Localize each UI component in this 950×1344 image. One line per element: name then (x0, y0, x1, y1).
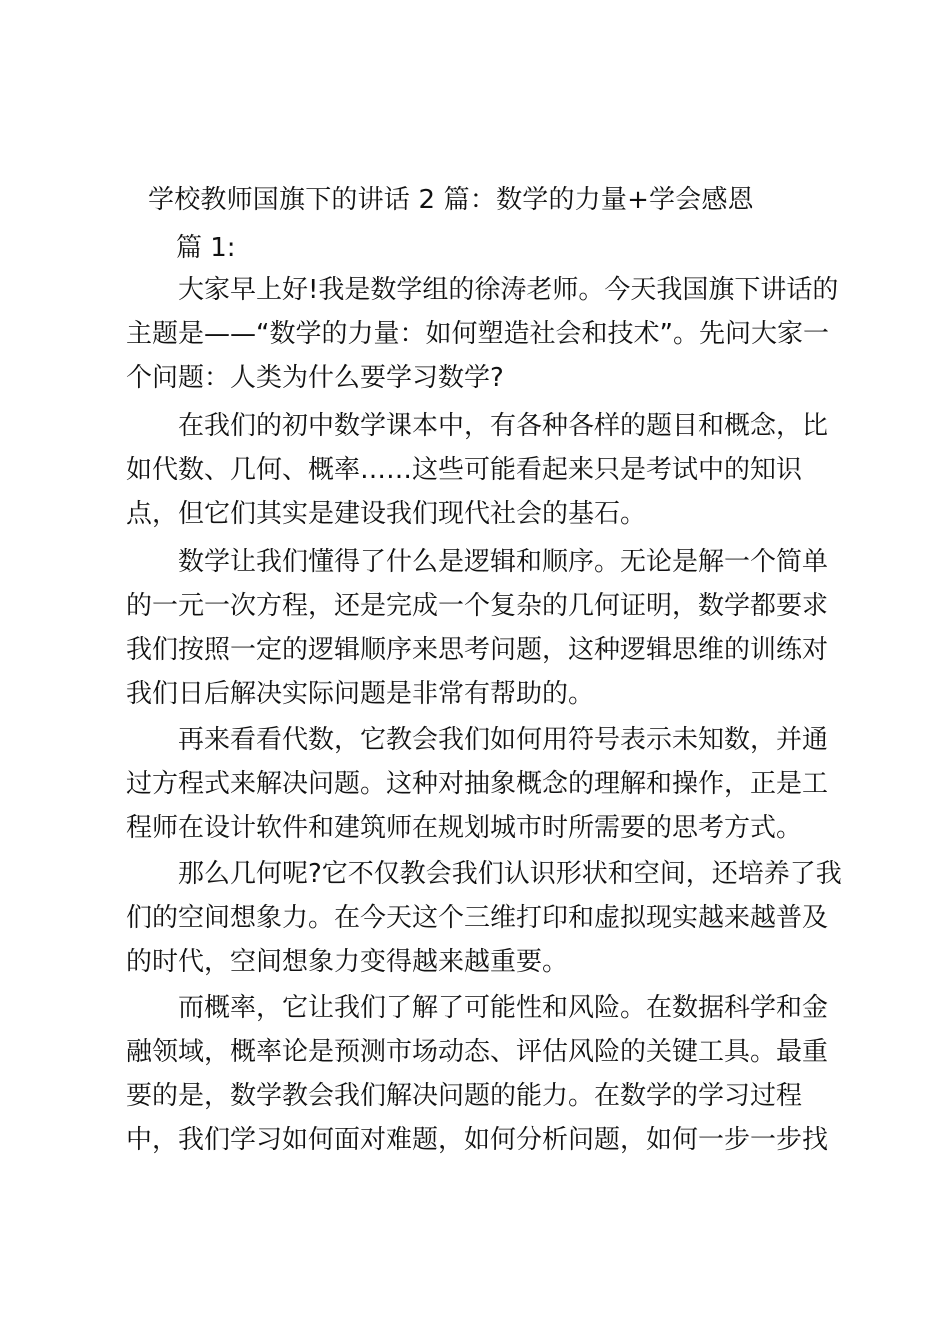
paragraph-line: 程师在设计软件和建筑师在规划城市时所需要的思考方式。 (126, 813, 803, 843)
section-label: 篇 1: (176, 233, 236, 263)
paragraph-line: 在我们的初中数学课本中，有各种各样的题目和概念，比 (178, 411, 829, 441)
paragraph-line: 融领域，概率论是预测市场动态、评估风险的关键工具。最重 (126, 1037, 829, 1067)
paragraph-line: 的一元一次方程，还是完成一个复杂的几何证明，数学都要求 (126, 591, 829, 621)
paragraph-line: 那么几何呢?它不仅教会我们认识形状和空间，还培养了我 (178, 859, 842, 889)
paragraph-line: 数学让我们懂得了什么是逻辑和顺序。无论是解一个简单 (178, 547, 829, 577)
paragraph-line: 大家早上好!我是数学组的徐涛老师。今天我国旗下讲话的 (178, 275, 839, 305)
paragraph-line: 主题是——“数学的力量：如何塑造社会和技术”。先问大家一 (126, 319, 829, 349)
paragraph-line: 要的是，数学教会我们解决问题的能力。在数学的学习过程 (126, 1081, 803, 1111)
paragraph-line: 的时代，空间想象力变得越来越重要。 (126, 947, 569, 977)
paragraph-line: 我们按照一定的逻辑顺序来思考问题，这种逻辑思维的训练对 (126, 635, 829, 665)
paragraph-line: 中，我们学习如何面对难题，如何分析问题，如何一步一步找 (126, 1125, 829, 1155)
paragraph-line: 如代数、几何、概率……这些可能看起来只是考试中的知识 (126, 455, 803, 485)
paragraph-line: 再来看看代数，它教会我们如何用符号表示未知数，并通 (178, 725, 829, 755)
document-title: 学校教师国旗下的讲话 2 篇：数学的力量+学会感恩 (148, 185, 754, 215)
paragraph-line: 过方程式来解决问题。这种对抽象概念的理解和操作，正是工 (126, 769, 829, 799)
paragraph-line: 点，但它们其实是建设我们现代社会的基石。 (126, 499, 647, 529)
paragraph-line: 我们日后解决实际问题是非常有帮助的。 (126, 679, 595, 709)
paragraph-line: 个问题：人类为什么要学习数学? (126, 363, 504, 393)
paragraph-line: 而概率，它让我们了解了可能性和风险。在数据科学和金 (178, 993, 829, 1023)
paragraph-line: 们的空间想象力。在今天这个三维打印和虚拟现实越来越普及 (126, 903, 829, 933)
